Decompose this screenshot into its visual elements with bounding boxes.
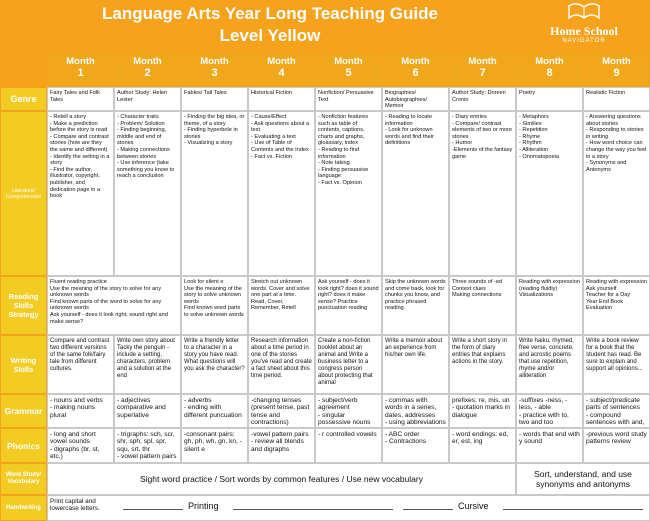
genre-cell-8: Poetry — [516, 87, 583, 111]
row-label-grammar: Grammar — [0, 394, 47, 428]
logo-title: Home School — [550, 24, 618, 38]
month-number: 5 — [345, 67, 352, 79]
reading-cell-8: Reading with expression (reading fluidly) Visualizations — [516, 276, 583, 335]
row-label-literature: Literature/ Comprehension — [0, 111, 47, 276]
month-number: 4 — [278, 67, 285, 79]
table-corner — [0, 52, 47, 87]
month-label: Month — [133, 56, 162, 67]
literature-cell-5: - Nonfiction features such as table of contents, captions, charts and graphs, gloassary, index - Reading to find information - Note taking - Finding persuasive language - Fact vs. Opinion — [315, 111, 382, 276]
month-number: 6 — [412, 67, 419, 79]
writing-cell-9: Write a book review for a book that the student has read. Be sure to explain and support all opinions... — [583, 335, 650, 394]
month-number: 2 — [144, 67, 151, 79]
month-label: Month — [401, 56, 430, 67]
genre-cell-5: Nonfiction/ Persuasive Text — [315, 87, 382, 111]
genre-cell-4: Historical Fiction — [248, 87, 315, 111]
month-label: Month — [200, 56, 229, 67]
row-label-handwriting: Handwriting — [0, 495, 47, 521]
grammar-cell-8: -suffixes -ness, -less, - able - practice with to, two and too — [516, 394, 583, 428]
writing-cell-5: Create a non-fiction booklet about an animal and Write a business letter to a congress person about protecting that animal — [315, 335, 382, 394]
month-number: 3 — [211, 67, 218, 79]
phonics-cell-8: - words that end with y sound — [516, 428, 583, 463]
month-label: Month — [602, 56, 631, 67]
grammar-cell-5: - subject/verb agreement - singular possessive nouns — [315, 394, 382, 428]
month-label: Month — [535, 56, 564, 67]
row-label-genre: Genre — [0, 87, 47, 111]
row-label-word-study: Word Study/ Vocabulary — [0, 463, 47, 495]
cursive-label: Cursive — [458, 501, 489, 511]
page-subtitle: Level Yellow — [219, 26, 321, 45]
month-label: Month — [468, 56, 497, 67]
genre-cell-7: Author Study: Doreen Cronin — [449, 87, 516, 111]
reading-cell-3: Look for silent e Use the meaning of the story to solve unknown words Find known word parts to solve unknown words — [181, 276, 248, 335]
word-study-cell-right: Sort, understand, and use synonyms and antonyms — [516, 463, 650, 495]
grammar-cell-3: - adverbs - ending with different puncuation — [181, 394, 248, 428]
writing-cell-7: Write a short story in the form of diary entries that explains actions in the story. — [449, 335, 516, 394]
header — [0, 0, 650, 52]
literature-cell-8: - Metaphors - Similies - Repetition - Rhyme - Rhythm - Alliteration - Onomatopoeia — [516, 111, 583, 276]
writing-cell-8: Write haiku, rhymed, free verse, concrete, and acrostic poems that use repetition, rhyme and/or alliteration — [516, 335, 583, 394]
grammar-cell-1: - nouns and verbs - making nouns plural — [47, 394, 114, 428]
literature-cell-7: - Diary entries - Compare/ contrast elements of two or more stories - Humor -Elements of the fantasy game — [449, 111, 516, 276]
month-header-3 — [181, 52, 248, 87]
month-label: Month — [267, 56, 296, 67]
phonics-cell-1: - long and short vowel sounds - digraphs (br, st, etc.) — [47, 428, 114, 463]
logo-subtitle: NAVIGATOR — [562, 38, 606, 44]
printing-label: Printing — [188, 501, 219, 511]
literature-cell-2: - Character traits - Problem/ Solution - Finding beginning, middle and end of stories - Making connections between stories - Use inference (take something you know to reach a conclusion — [114, 111, 181, 276]
teaching-guide-table — [0, 52, 650, 513]
reading-cell-5: Ask yourself - does it look right? does it sound right? does it make sense? Practice punctuation reading — [315, 276, 382, 335]
phonics-cell-6: - ABC order - Contractions — [382, 428, 449, 463]
genre-cell-3: Fables/ Tall Tales — [181, 87, 248, 111]
literature-cell-4: - Cause/Effect - Ask questions about a text - Evaluating a text - Use of Table of Contents and the Index - Fact vs. Fiction — [248, 111, 315, 276]
literature-cell-6: - Reading to locate information - Look for unknown words and find their definitions — [382, 111, 449, 276]
month-header-1 — [47, 52, 114, 87]
phonics-cell-4: -vowel pattern pairs - review all blends and digraphs — [248, 428, 315, 463]
printing-line-left — [123, 509, 183, 510]
phonics-cell-3: -consonant pairs: gh, ph, wh, gn, kn, - silent e — [181, 428, 248, 463]
month-header-2 — [114, 52, 181, 87]
month-number: 1 — [77, 67, 84, 79]
handwriting-intro: Print capital and lowercase letters. — [50, 498, 100, 513]
open-book-icon — [566, 2, 602, 22]
month-header-6 — [382, 52, 449, 87]
phonics-cell-2: - trigraphs: sch, scr, shr, sph, spl, spr, squ, srt, thr - vowel pattern pairs — [114, 428, 181, 463]
phonics-cell-9: -previous word study patterns review — [583, 428, 650, 463]
grammar-cell-2: - adjectives comparative and superlative — [114, 394, 181, 428]
handwriting-cell — [47, 495, 650, 521]
reading-cell-4: Stretch out unknown words. Cover and solve one part at a time. Read, Cover, Remember, Retell — [248, 276, 315, 335]
phonics-cell-5: - r controlled vowels — [315, 428, 382, 463]
month-header-9 — [583, 52, 650, 87]
month-label: Month — [334, 56, 363, 67]
month-number: 9 — [613, 67, 620, 79]
writing-cell-3: Write a friendly letter to a character in a story you have read. What questions will you ask the character? — [181, 335, 248, 394]
row-label-phonics: Phonics — [0, 428, 47, 463]
reading-cell-7: Three sounds of -ed Context clues Making connections — [449, 276, 516, 335]
printing-line-right — [233, 509, 393, 510]
word-study-cell-left: Sight word practice / Sort words by common features / Use new vocabulary — [47, 463, 516, 495]
month-header-7 — [449, 52, 516, 87]
cursive-line-left — [403, 509, 453, 510]
reading-cell-6: Skip the unknown words and come back, look for chunks you know, and practice phrased reading — [382, 276, 449, 335]
grammar-cell-4: -changing tenses (present tense, past tense and contractions) — [248, 394, 315, 428]
month-label: Month — [66, 56, 95, 67]
grammar-cell-7: prefixes: re, mis, un - quotation marks in dialogue — [449, 394, 516, 428]
reading-cell-9: Reading with expression Ask yourself Teacher for a Day Year End Book Evaluation — [583, 276, 650, 335]
phonics-cell-7: - word endings: ed, er, est, ing — [449, 428, 516, 463]
writing-cell-6: Write a memoir about an experience from his/her own life. — [382, 335, 449, 394]
reading-cell-1-2: Fluent reading practice Use the meaning of the story to solve for any unknown words Find known parts of the word to solve for any unknown words Ask yourself - does it look right, sound right and make sense? — [47, 276, 181, 335]
cursive-line-right — [503, 509, 643, 510]
genre-cell-6: Biographies/ Autobiographies/ Memoir — [382, 87, 449, 111]
month-header-8 — [516, 52, 583, 87]
writing-cell-2: Write own story about Tacky the penguin - include a setting, characters, problem and a solution at the end — [114, 335, 181, 394]
literature-cell-9: - Answering questions about stories - Responding to stories in writing - How word choice can change the way you feel in a story - Synonyms and Antonyms — [583, 111, 650, 276]
page-title: Language Arts Year Long Teaching Guide — [102, 4, 438, 23]
genre-cell-9: Realistic Fiction — [583, 87, 650, 111]
row-label-reading: Reading Skills Strategy — [0, 276, 47, 335]
genre-cell-2: Author Study: Helen Lester — [114, 87, 181, 111]
writing-cell-1: Compare and contrast two different versions of the same folk/fairy tale from different cultures. — [47, 335, 114, 394]
month-number: 8 — [546, 67, 553, 79]
literature-cell-1: - Retell a story - Make a prediction before the story is read - Compare and contrast stories (how are they the same and different) - Identify the setting in a story - Find the author, illustrator, copyright, publisher, and dedication page in a book — [47, 111, 114, 276]
logo — [520, 2, 648, 48]
writing-cell-4: Research information about a time period in one of the stories you've read and create a fact sheet about this time period. — [248, 335, 315, 394]
grammar-cell-6: - commas with words in a series, dates, addresses - using abbreviations — [382, 394, 449, 428]
row-label-writing: Writing Skills — [0, 335, 47, 394]
month-number: 7 — [479, 67, 486, 79]
grammar-cell-9: - subject/predicate parts of sentences - compound sentences with and, — [583, 394, 650, 428]
literature-cell-3: - Finding the big idea, or theme, of a story - Finding hyperbole in stories - Visualizing a story — [181, 111, 248, 276]
genre-cell-1: Fairy Tales and Folk Tales — [47, 87, 114, 111]
month-header-5 — [315, 52, 382, 87]
month-header-4 — [248, 52, 315, 87]
